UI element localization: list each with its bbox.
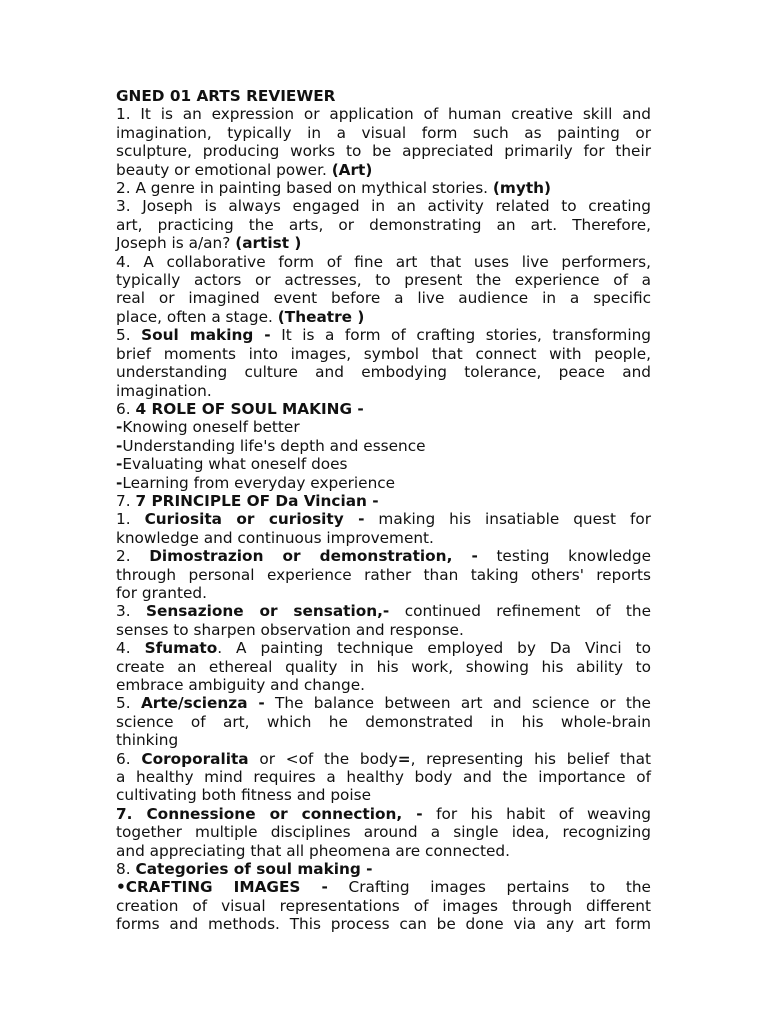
document-title: GNED 01 ARTS REVIEWER: [116, 87, 336, 105]
principle-1: [116, 510, 651, 547]
principle-text-line: 4. Sfumato. A painting technique employed by Da Vinci to: [116, 639, 651, 658]
category-text-line: forms and methods. This process can be done via any art form: [116, 915, 651, 934]
question-text-line: 1. It is an expression or application of human creative skill and: [116, 105, 651, 124]
question-text-line: real or imagined event before a live audience in a specific: [116, 289, 651, 308]
principle-4: [116, 639, 651, 694]
principle-text-line: knowledge and continuous improvement.: [116, 528, 434, 547]
principle-text-line: 7. Connessione or connection, - for his habit of weaving: [116, 804, 651, 823]
principle-text-line: together multiple disciplines around a single idea, recognizing: [116, 823, 651, 842]
document-page: [116, 87, 651, 934]
question-6: [116, 400, 651, 492]
term: •CRAFTING IMAGES -: [116, 878, 328, 897]
principle-text-line: senses to sharpen observation and response.: [116, 620, 464, 639]
question-text-line: Joseph is a/an? (artist ): [116, 234, 302, 253]
principle-text-line: through personal experience rather than taking others' reports: [116, 565, 651, 584]
question-text-line: brief moments into images, symbol that connect with people,: [116, 344, 651, 363]
term: 7. Connessione or connection: [116, 804, 397, 823]
question-text-line: typically actors or actresses, to present the experience of a: [116, 271, 651, 290]
principle-text-line: science of art, which he demonstrated in his whole-brain: [116, 712, 651, 731]
term: Dimostrazion or demonstration: [149, 547, 447, 566]
section-heading: 6. 4 ROLE OF SOUL MAKING -: [116, 399, 364, 418]
question-3: [116, 197, 651, 252]
question-text-line: imagination, typically in a visual form such as painting or: [116, 123, 651, 142]
principle-text-line: 2. Dimostrazion or demonstration, - testing knowledge: [116, 547, 651, 566]
question-text-line: 5. Soul making - It is a form of crafting stories, transforming: [116, 326, 651, 345]
principle-3: [116, 602, 651, 639]
term: Sensazione or sensation: [146, 602, 378, 621]
principle-6: [116, 750, 651, 805]
principle-text-line: embrace ambiguity and change.: [116, 676, 365, 694]
list-item: -Knowing oneself better: [116, 418, 300, 437]
category-text-line: •CRAFTING IMAGES - Crafting images pertains to the: [116, 878, 651, 897]
question-text-line: place, often a stage. (Theatre ): [116, 307, 365, 326]
principle-text-line: thinking: [116, 731, 179, 750]
principle-text-line: a healthy mind requires a healthy body and the importance of: [116, 768, 651, 787]
question-text-line: 4. A collaborative form of fine art that uses live performers,: [116, 252, 651, 271]
principle-text-line: cultivating both fitness and poise: [116, 786, 372, 805]
question-text-line: understanding culture and embodying tolerance, peace and: [116, 363, 651, 382]
answer: (Theatre ): [277, 307, 365, 326]
question-2: 2. A genre in painting based on mythical stories. (myth): [116, 179, 552, 198]
section-heading: 7. 7 PRINCIPLE OF Da Vincian -: [116, 491, 379, 510]
principle-text-line: create an ethereal quality in his work, showing his ability to: [116, 657, 651, 676]
principle-text-line: 3. Sensazione or sensation,- continued refinement of the: [116, 602, 651, 621]
principle-text-line: 5. Arte/scienza - The balance between art and science or the: [116, 694, 651, 713]
section-heading: 8. Categories of soul making -: [116, 860, 373, 879]
category-1: [116, 878, 651, 933]
list-item: -Learning from everyday experience: [116, 473, 396, 492]
question-4: [116, 253, 651, 327]
answer: (Art): [331, 160, 373, 179]
list-item: -Evaluating what oneself does: [116, 455, 348, 474]
term: Soul making -: [141, 326, 271, 345]
question-text-line: beauty or emotional power. (Art): [116, 160, 373, 179]
answer: (artist ): [235, 234, 302, 253]
term: Coroporalita: [141, 749, 249, 768]
category-text-line: creation of visual representations of images through different: [116, 896, 651, 915]
principle-text-line: for granted.: [116, 583, 207, 602]
question-1: [116, 105, 651, 179]
question-5: [116, 326, 651, 400]
question-text-line: imagination.: [116, 381, 212, 400]
principle-text-line: 6. Coroporalita or <of the body=, representing his belief that: [116, 749, 651, 768]
question-text-line: art, practicing the arts, or demonstrating an art. Therefore,: [116, 215, 651, 234]
principle-5: [116, 694, 651, 749]
list-item: -Understanding life's depth and essence: [116, 436, 426, 455]
principle-2: [116, 547, 651, 602]
term: Sfumato: [144, 639, 218, 658]
question-text-line: 3. Joseph is always engaged in an activity related to creating: [116, 197, 651, 216]
answer: (myth): [492, 179, 552, 198]
principle-text-line: 1. Curiosita or curiosity - making his insatiable quest for: [116, 510, 651, 529]
term: Arte/scienza -: [140, 694, 265, 713]
principle-text-line: and appreciating that all pheomena are connected.: [116, 841, 510, 860]
principle-7: [116, 805, 651, 860]
question-text-line: sculpture, producing works to be appreciated primarily for their: [116, 142, 651, 161]
term: Curiosita or curiosity -: [144, 510, 365, 529]
